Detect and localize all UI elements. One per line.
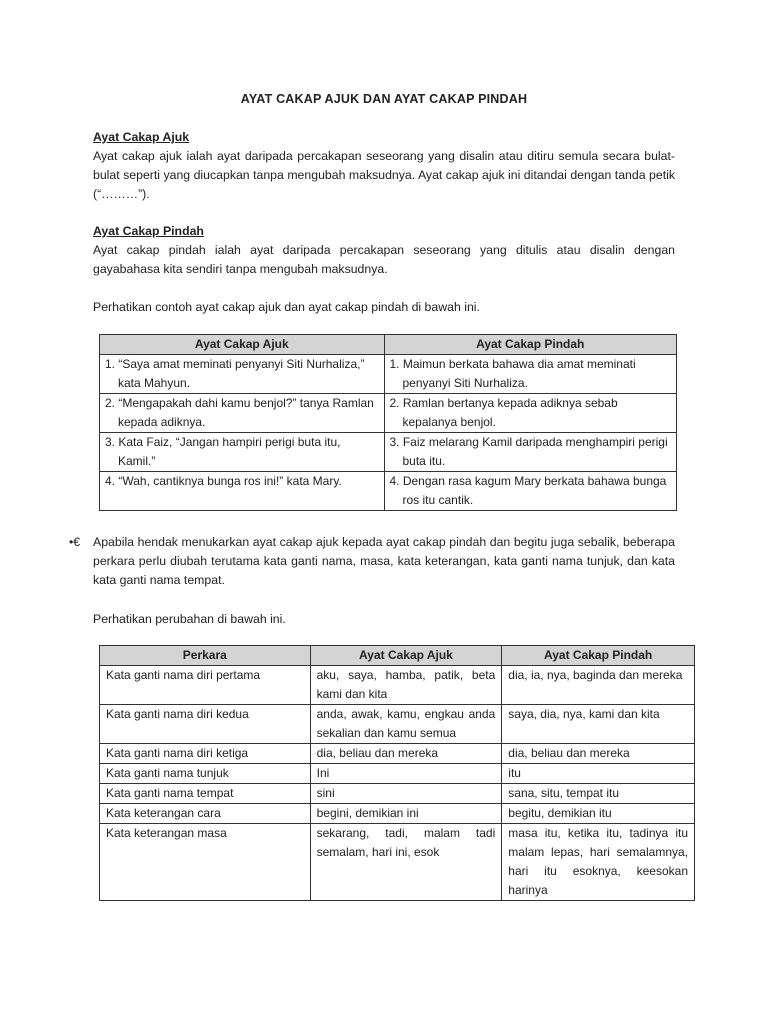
table-cell: Kata keterangan cara xyxy=(100,804,311,824)
section-heading: Ayat Cakap Ajuk xyxy=(93,130,190,144)
section-heading: Ayat Cakap Pindah xyxy=(93,224,204,238)
table-cell: saya, dia, nya, kami dan kita xyxy=(502,705,695,744)
table-cell: Kata ganti nama diri ketiga xyxy=(100,744,311,764)
table-cell: begitu, demikian itu xyxy=(502,804,695,824)
table-cell: 4. Dengan rasa kagum Mary berkata bahawa bunga ros itu cantik. xyxy=(384,472,677,511)
table-row xyxy=(100,705,695,744)
column-header: Ayat Cakap Ajuk xyxy=(310,646,502,666)
section-body: Ayat cakap pindah ialah ayat daripada percakapan seseorang yang ditulis atau disalin dengan gayabahasa kita sendiri tanpa mengubah maksudnya. xyxy=(93,243,675,276)
table-cell: Kata ganti nama tunjuk xyxy=(100,764,311,784)
table-row xyxy=(100,744,695,764)
table-cell: Kata ganti nama diri pertama xyxy=(100,666,311,705)
table-header-row xyxy=(100,335,677,355)
example-table xyxy=(99,334,677,511)
table-cell: dia, beliau dan mereka xyxy=(310,744,502,764)
table-row xyxy=(100,824,695,901)
table-cell: dia, ia, nya, baginda dan mereka xyxy=(502,666,695,705)
section-ayat-cakap-pindah xyxy=(93,222,675,279)
table-cell: begini, demikian ini xyxy=(310,804,502,824)
table-row xyxy=(100,804,695,824)
section-body: Ayat cakap ajuk ialah ayat daripada percakapan seseorang yang disalin atau ditiru semula secara bulat-bulat seperti yang diucapkan tanpa mengubah maksudnya. Ayat cakap ajuk ini ditandai dengan tanda petik (“………”). xyxy=(93,149,675,201)
bullet-paragraph xyxy=(69,533,675,590)
table-cell: masa itu, ketika itu, tadinya itu malam lepas, hari semalamnya, hari itu esoknya, keesokan harinya xyxy=(502,824,695,901)
table-cell: sekarang, tadi, malam tadi semalam, hari ini, esok xyxy=(310,824,502,901)
table-cell: Ini xyxy=(310,764,502,784)
table-header-row xyxy=(100,646,695,666)
section-ayat-cakap-ajuk xyxy=(93,128,675,204)
column-header: Ayat Cakap Pindah xyxy=(502,646,695,666)
table-cell: 1. “Saya amat meminati penyanyi Siti Nurhaliza,” kata Mahyun. xyxy=(100,355,385,394)
page-title: AYAT CAKAP AJUK DAN AYAT CAKAP PINDAH xyxy=(240,92,528,106)
table-row xyxy=(100,666,695,705)
table-cell: 2. Ramlan bertanya kepada adiknya sebab kepalanya benjol. xyxy=(384,394,677,433)
table-cell: Kata ganti nama tempat xyxy=(100,784,311,804)
table-cell: Kata ganti nama diri kedua xyxy=(100,705,311,744)
table-cell: 3. Faiz melarang Kamil daripada menghampiri perigi buta itu. xyxy=(384,433,677,472)
table-row xyxy=(100,764,695,784)
table-cell: 4. “Wah, cantiknya bunga ros ini!” kata Mary. xyxy=(100,472,385,511)
table-row xyxy=(100,394,677,433)
changes-table xyxy=(99,645,695,901)
table-cell: dia, beliau dan mereka xyxy=(502,744,695,764)
intro-text-1: Perhatikan contoh ayat cakap ajuk dan ayat cakap pindah di bawah ini. xyxy=(93,300,480,314)
table-cell: sini xyxy=(310,784,502,804)
column-header: Ayat Cakap Ajuk xyxy=(100,335,385,355)
table-cell: 3. Kata Faiz, “Jangan hampiri perigi buta itu, Kamil.” xyxy=(100,433,385,472)
table-row xyxy=(100,784,695,804)
table-cell: 1. Maimun berkata bahawa dia amat meminati penyanyi Siti Nurhaliza. xyxy=(384,355,677,394)
column-header: Ayat Cakap Pindah xyxy=(384,335,677,355)
table-cell: 2. “Mengapakah dahi kamu benjol?” tanya Ramlan kepada adiknya. xyxy=(100,394,385,433)
column-header: Perkara xyxy=(100,646,311,666)
bullet-text: Apabila hendak menukarkan ayat cakap ajuk kepada ayat cakap pindah dan begitu juga sebalik, beberapa perkara perlu diubah terutama kata ganti nama, masa, kata keterangan, kata ganti nama tunjuk, dan kata kata ganti nama tempat. xyxy=(93,535,675,587)
table-cell: itu xyxy=(502,764,695,784)
intro-text-2: Perhatikan perubahan di bawah ini. xyxy=(93,612,286,626)
table-cell: Kata keterangan masa xyxy=(100,824,311,901)
table-cell: sana, situ, tempat itu xyxy=(502,784,695,804)
table-row xyxy=(100,472,677,511)
table-row xyxy=(100,433,677,472)
table-cell: anda, awak, kamu, engkau anda sekalian dan kamu semua xyxy=(310,705,502,744)
table-cell: aku, saya, hamba, patik, beta kami dan kita xyxy=(310,666,502,705)
bullet-marker: •€ xyxy=(69,535,81,549)
table-row xyxy=(100,355,677,394)
